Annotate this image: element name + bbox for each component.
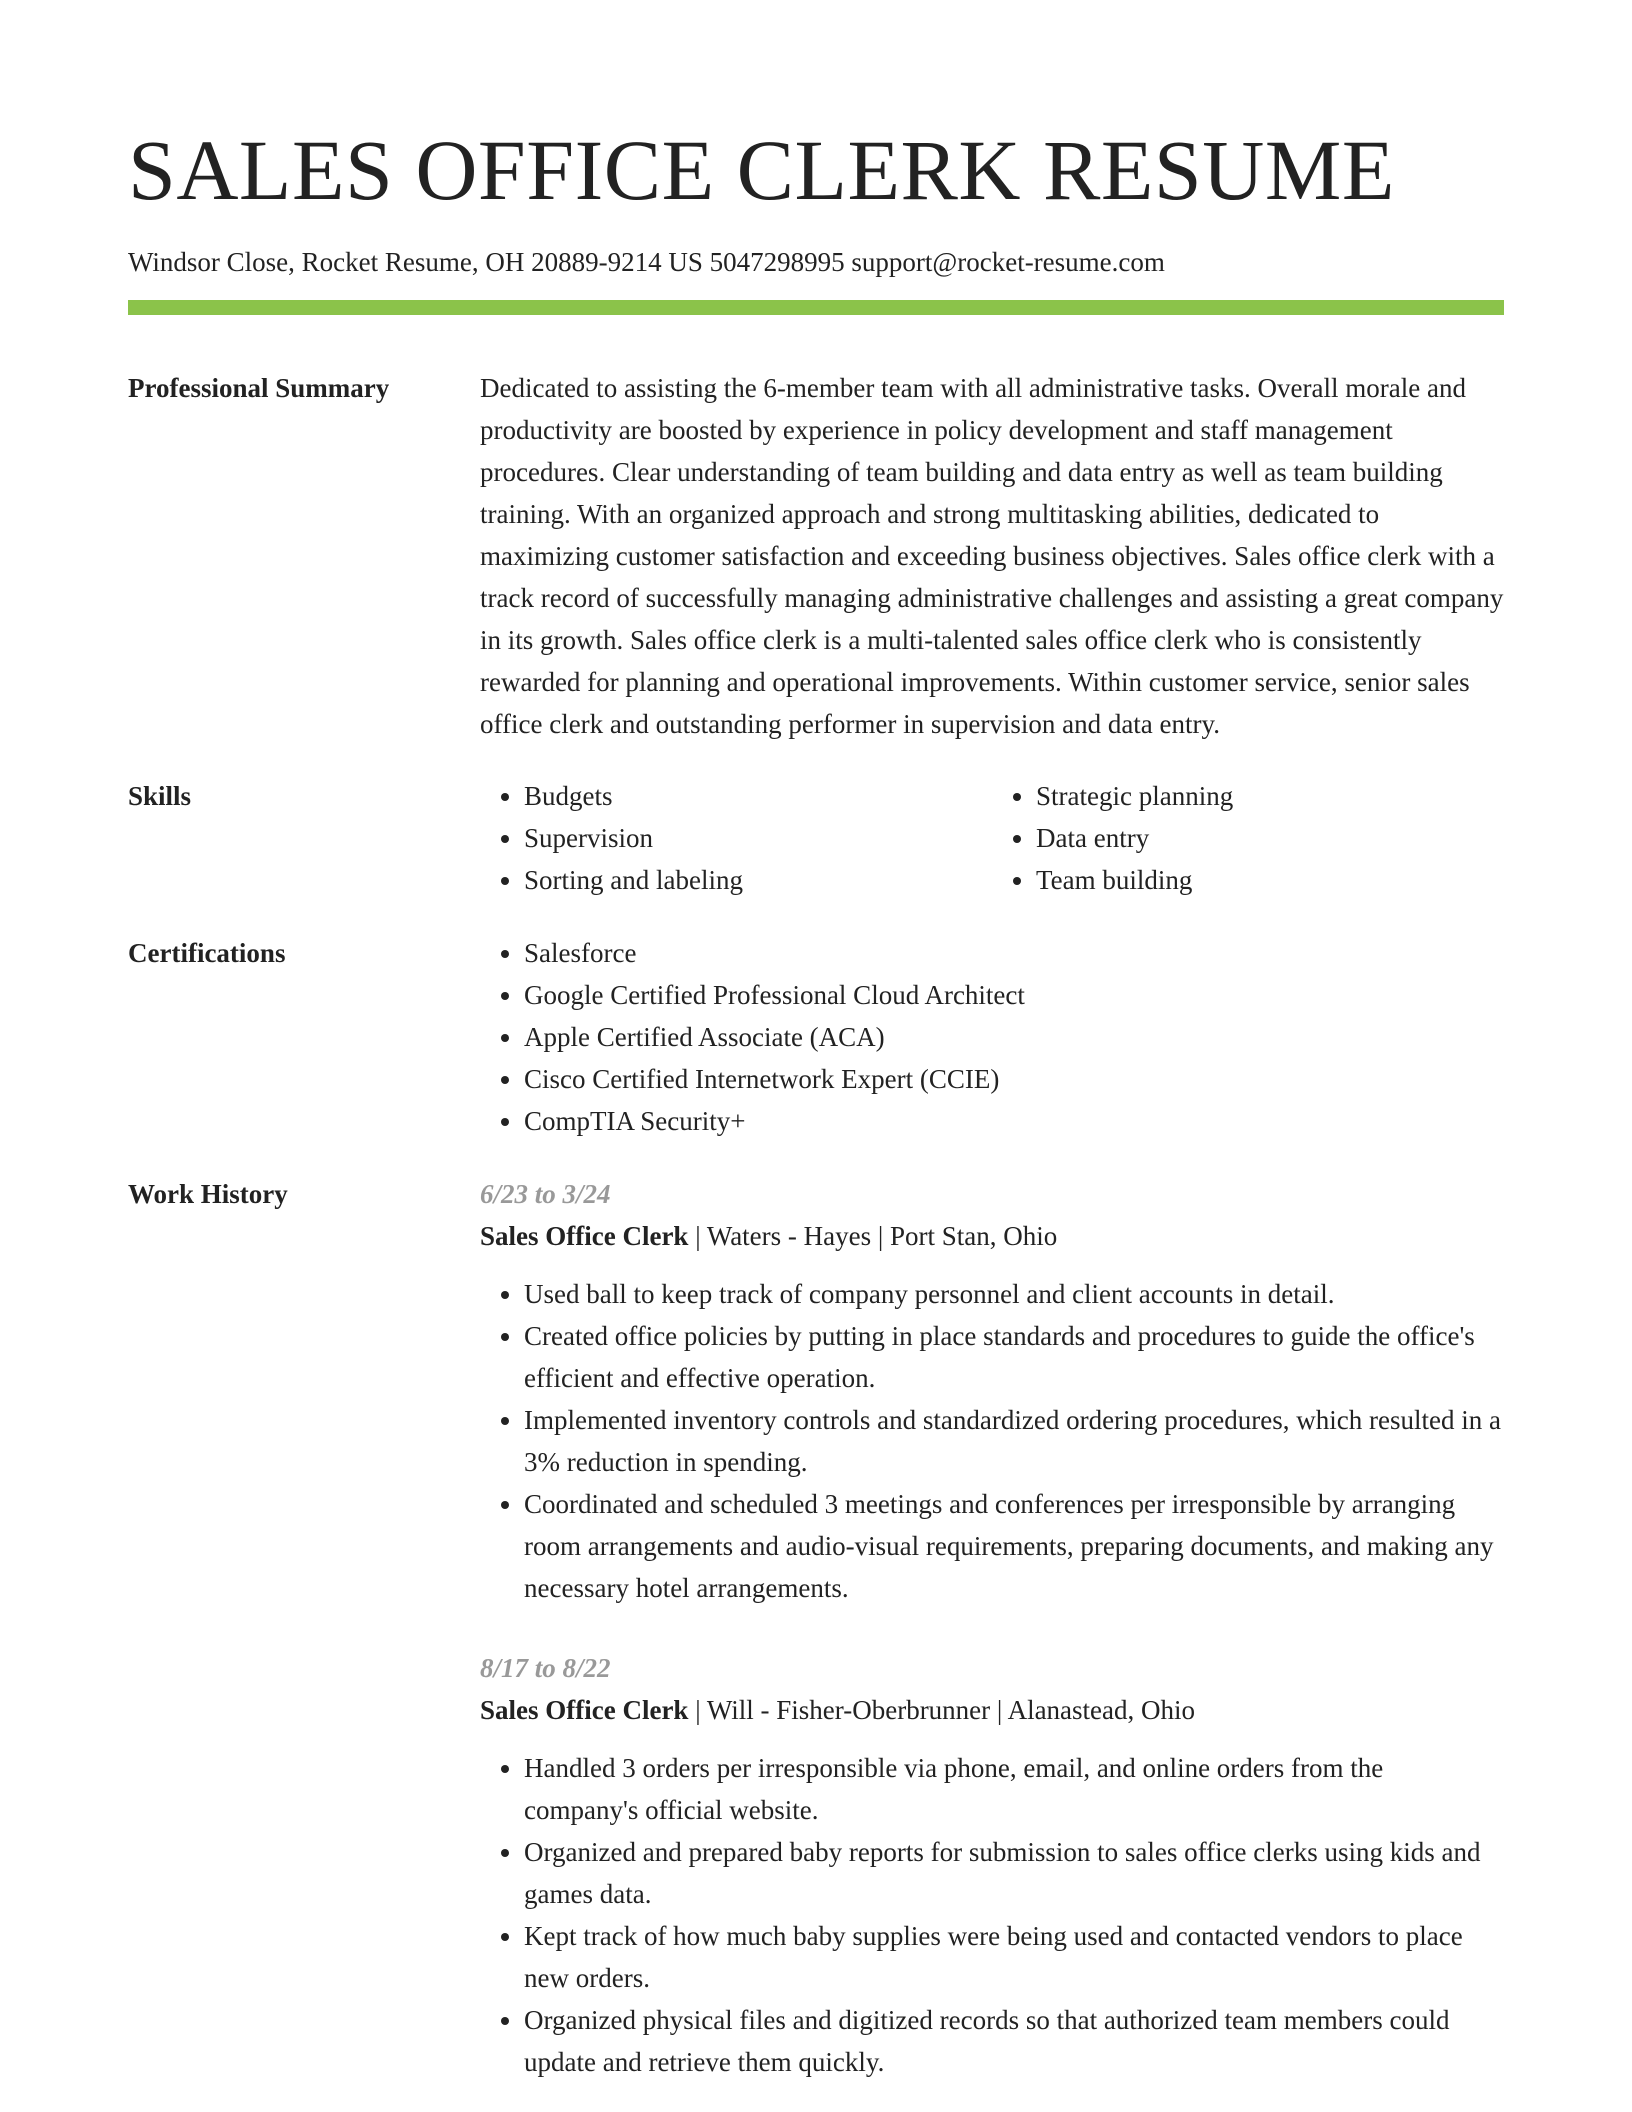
section-label: Work History bbox=[128, 1179, 288, 1209]
job-title: Sales Office Clerk bbox=[480, 1695, 689, 1725]
accent-divider bbox=[128, 300, 1504, 315]
certification-item: • Cisco Certified Internetwork Expert (CCIE) bbox=[524, 1058, 1504, 1100]
certification-item: • Apple Certified Associate (ACA) bbox=[524, 1016, 1504, 1058]
job-bullet: • Created office policies by putting in place standards and procedures to guide the office's efficient and effective operation. bbox=[524, 1315, 1504, 1399]
skill-item: • Data entry bbox=[1036, 817, 1504, 859]
section-label: Skills bbox=[128, 781, 192, 811]
section-certifications bbox=[128, 932, 1504, 1142]
job-dates: 8/17 to 8/22 bbox=[480, 1653, 611, 1683]
job-bullet: • Organized and prepared baby reports for submission to sales office clerks using kids and games data. bbox=[524, 1831, 1504, 1915]
job-entry bbox=[480, 1647, 1504, 2083]
job-dates: 6/23 to 3/24 bbox=[480, 1179, 611, 1209]
skill-item: • Strategic planning bbox=[1036, 775, 1504, 817]
contact-line: Windsor Close, Rocket Resume, OH 20889-9214 US 5047298995 support@rocket-resume.com bbox=[128, 247, 1165, 277]
job-bullet: • Kept track of how much baby supplies were being used and contacted vendors to place new orders. bbox=[524, 1915, 1504, 1999]
summary-text: Dedicated to assisting the 6-member team with all administrative tasks. Overall morale and productivity are boosted by experience in policy development and staff management procedures. Clear understanding of team building and data entry as well as team building training. With an organized approach and strong multitasking abilities, dedicated to maximizing customer satisfaction and exceeding business objectives. Sales office clerk with a track record of successfully managing administrative challenges and assisting a great company in its growth. Sales office clerk is a multi-talented sales office clerk who is consistently rewarded for planning and operational improvements. Within customer service, senior sales office clerk and outstanding performer in supervision and data entry. bbox=[480, 373, 1504, 739]
certification-item: • CompTIA Security+ bbox=[524, 1100, 1504, 1142]
section-professional-summary bbox=[128, 367, 1504, 745]
job-title: Sales Office Clerk bbox=[480, 1221, 689, 1251]
skills-column-1 bbox=[480, 775, 992, 901]
section-skills bbox=[128, 775, 1504, 901]
skill-item: • Sorting and labeling bbox=[524, 859, 992, 901]
skill-item: • Supervision bbox=[524, 817, 992, 859]
skill-item: • Budgets bbox=[524, 775, 992, 817]
job-bullet: • Handled 3 orders per irresponsible via phone, email, and online orders from the company's official website. bbox=[524, 1747, 1504, 1831]
job-bullet: • Organized physical files and digitized records so that authorized team members could update and retrieve them quickly. bbox=[524, 1999, 1504, 2083]
job-bullets bbox=[480, 1747, 1504, 2083]
job-bullets bbox=[480, 1273, 1504, 1609]
section-label: Professional Summary bbox=[128, 373, 390, 403]
certifications-list bbox=[480, 932, 1504, 1142]
job-heading bbox=[480, 1689, 1504, 1731]
section-label: Certifications bbox=[128, 938, 286, 968]
resume-title: SALES OFFICE CLERK RESUME bbox=[128, 122, 1395, 218]
job-entry bbox=[480, 1173, 1504, 1609]
certification-item: • Salesforce bbox=[524, 932, 1504, 974]
resume-page bbox=[128, 0, 1504, 2083]
certification-item: • Google Certified Professional Cloud Architect bbox=[524, 974, 1504, 1016]
job-bullet: • Coordinated and scheduled 3 meetings and conferences per irresponsible by arranging room arrangements and audio-visual requirements, preparing documents, and making any necessary hotel arrangements. bbox=[524, 1483, 1504, 1609]
job-bullet: • Implemented inventory controls and standardized ordering procedures, which resulted in a 3% reduction in spending. bbox=[524, 1399, 1504, 1483]
job-heading bbox=[480, 1215, 1504, 1257]
job-details: | Waters - Hayes | Port Stan, Ohio bbox=[688, 1221, 1058, 1251]
skill-item: • Team building bbox=[1036, 859, 1504, 901]
job-details: | Will - Fisher-Oberbrunner | Alanastead, Ohio bbox=[688, 1695, 1196, 1725]
job-bullet: • Used ball to keep track of company personnel and client accounts in detail. bbox=[524, 1273, 1504, 1315]
section-work-history bbox=[128, 1173, 1504, 2083]
skills-column-2 bbox=[992, 775, 1504, 901]
